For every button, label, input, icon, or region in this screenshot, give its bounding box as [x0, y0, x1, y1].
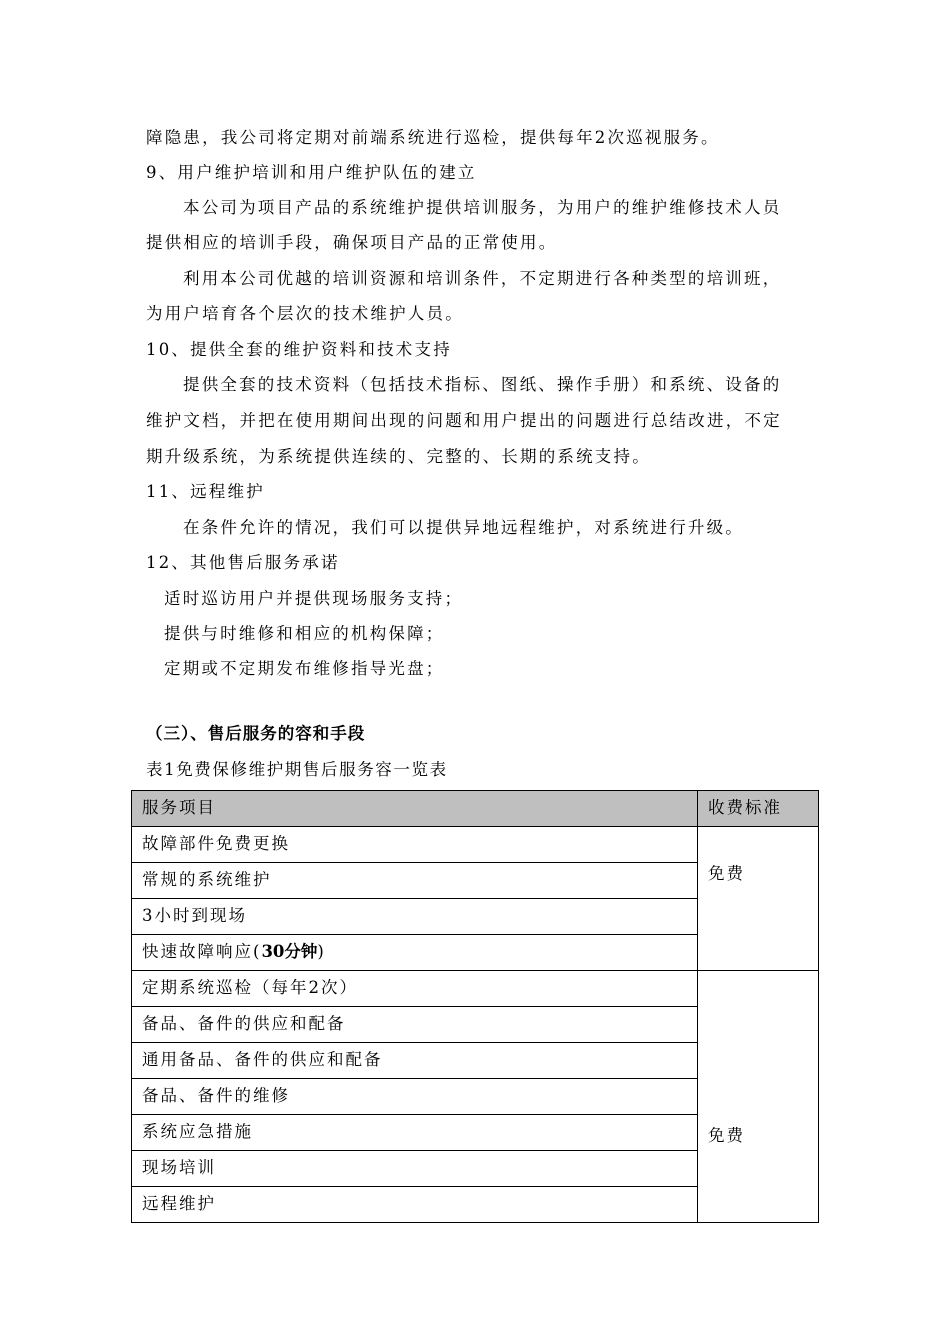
service-item-cell: 备品、备件的维修 — [132, 1079, 698, 1115]
service-item-cell: 常规的系统维护 — [132, 863, 698, 899]
service-item-cell: 现场培训 — [132, 1151, 698, 1187]
text-line: 提供全套的技术资料（包括技术指标、图纸、操作手册）和系统、设备的 — [183, 375, 782, 394]
service-item-cell: 远程维护 — [132, 1187, 698, 1223]
header-service-item: 服务项目 — [132, 791, 698, 827]
text-line: 适时巡访用户并提供现场服务支持； — [164, 589, 464, 608]
close-paren: ) — [317, 942, 326, 961]
section-heading: （三）、售后服务的容和手段 — [146, 724, 366, 743]
service-table — [131, 790, 819, 1223]
table-header-row — [132, 791, 819, 827]
fee-cell — [698, 827, 819, 971]
text-line: 提供相应的培训手段，确保项目产品的正常使用。 — [146, 233, 558, 252]
table-row — [132, 827, 819, 863]
table-row — [132, 971, 819, 1007]
service-item-cell — [132, 935, 698, 971]
response-time: 30分钟 — [261, 942, 318, 961]
text-line: 在条件允许的情况，我们可以提供异地远程维护，对系统进行升级。 — [183, 518, 744, 537]
service-item-cell: 故障部件免费更换 — [132, 827, 698, 863]
fee-value: 免费 — [708, 1126, 745, 1145]
service-item-cell: 通用备品、备件的供应和配备 — [132, 1043, 698, 1079]
fee-value: 免费 — [708, 864, 745, 883]
item-heading-12: 12、其他售后服务承诺 — [146, 553, 340, 572]
text-line: 提供与时维修和相应的机构保障； — [164, 624, 445, 643]
service-item-text: 快速故障响应( — [142, 942, 262, 961]
item-heading-11: 11、远程维护 — [146, 482, 265, 501]
text-line: 障隐患，我公司将定期对前端系统进行巡检，提供每年2次巡视服务。 — [146, 128, 720, 147]
text-line: 定期或不定期发布维修指导光盘； — [164, 659, 445, 678]
text-line: 期升级系统，为系统提供连续的、完整的、长期的系统支持。 — [146, 447, 651, 466]
service-item-cell: 定期系统巡检（每年2次） — [132, 971, 698, 1007]
item-heading-10: 10、提供全套的维护资料和技术支持 — [146, 340, 452, 359]
text-line: 本公司为项目产品的系统维护提供培训服务，为用户的维护维修技术人员 — [183, 198, 782, 217]
header-fee-standard: 收费标准 — [698, 791, 819, 827]
service-item-cell: 3小时到现场 — [132, 899, 698, 935]
text-line: 为用户培育各个层次的技术维护人员。 — [146, 304, 464, 323]
text-line: 维护文档，并把在使用期间出现的问题和用户提出的问题进行总结改进，不定 — [146, 411, 782, 430]
service-item-cell: 系统应急措施 — [132, 1115, 698, 1151]
table-caption: 表1免费保修维护期售后服务容一览表 — [146, 760, 448, 779]
service-item-cell: 备品、备件的供应和配备 — [132, 1007, 698, 1043]
fee-cell — [698, 971, 819, 1223]
item-heading-9: 9、用户维护培训和用户维护队伍的建立 — [146, 163, 477, 182]
text-line: 利用本公司优越的培训资源和培训条件，不定期进行各种类型的培训班， — [183, 269, 782, 288]
